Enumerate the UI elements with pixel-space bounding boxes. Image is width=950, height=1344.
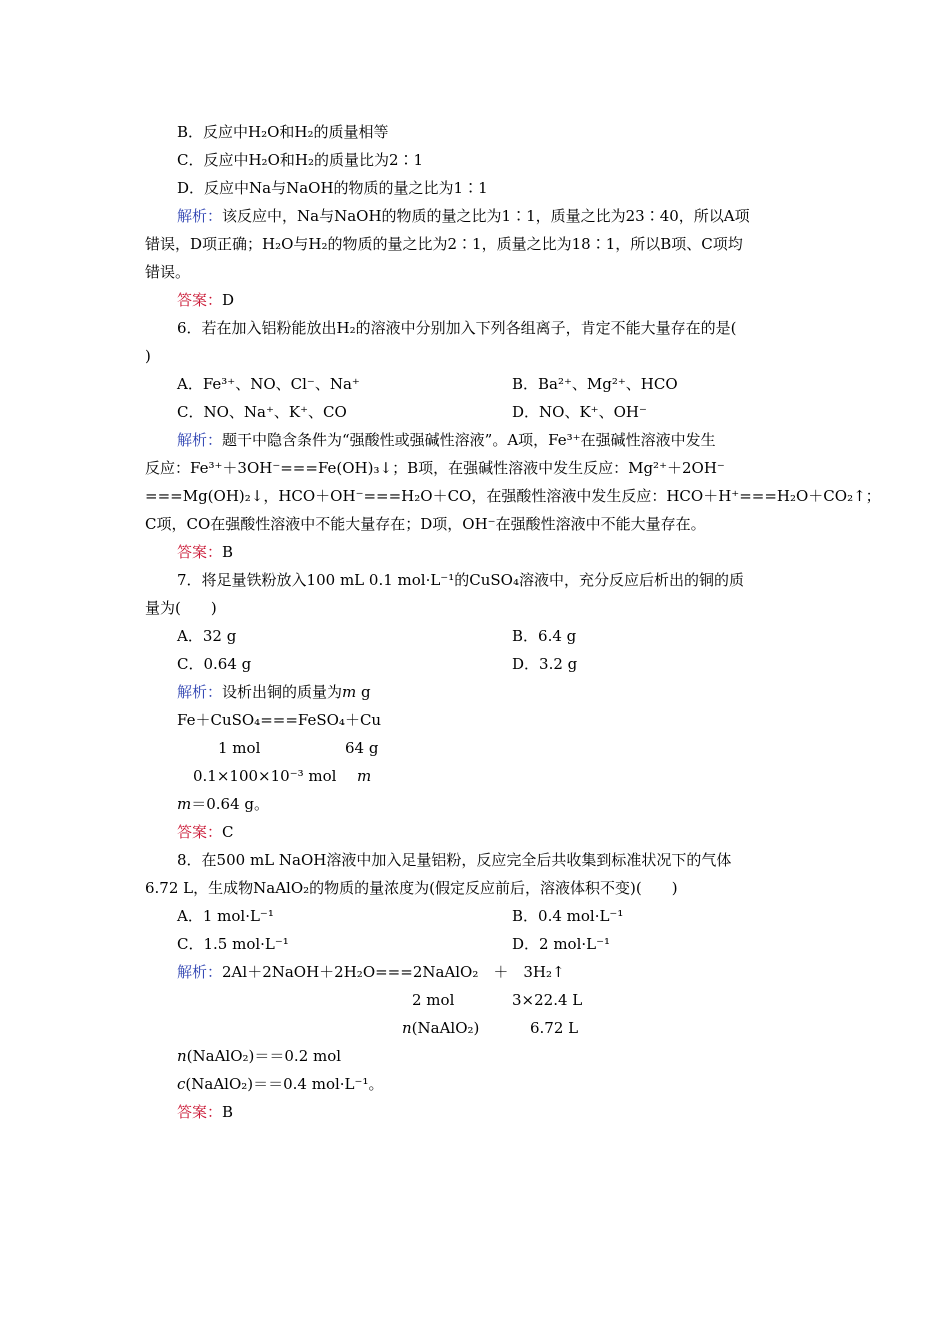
c-result-text: (NaAlO₂)＝＝0.4 mol·L⁻¹。: [185, 1075, 384, 1093]
q7-option-c: C．0.64 g: [177, 655, 252, 673]
answer-label: 答案：: [177, 543, 223, 561]
q7-option-a: A．32 g: [177, 627, 237, 645]
q5-option-c: C．反应中H₂O和H₂的质量比为2∶1: [177, 151, 424, 169]
q8-row1-right: 3×22.4 L: [512, 991, 583, 1009]
analysis-label: 解析：: [177, 683, 223, 701]
answer-value: B: [222, 1103, 234, 1121]
q7-row1-left: 1 mol: [218, 739, 261, 757]
q8-option-c: C．1.5 mol·L⁻¹: [177, 935, 289, 953]
variable-m: m: [342, 683, 357, 701]
q6-option-d: D．NO、K⁺、OH⁻: [512, 403, 647, 421]
q7-row2-right: m: [357, 767, 372, 785]
q5-analysis-line-1: [177, 206, 750, 226]
q8-stem-line-1: 8．在500 mL NaOH溶液中加入足量铝粉，反应完全后共收集到标准状况下的气体: [177, 851, 732, 869]
q7-option-b: B．6.4 g: [512, 627, 577, 645]
analysis-text: 题干中隐含条件为“强酸性或强碱性溶液”。A项，Fe³⁺在强碱性溶液中发生: [222, 431, 716, 449]
answer-value: C: [222, 823, 234, 841]
q8-stem-line-2: 6.72 L，生成物NaAlO₂的物质的量浓度为(假定反应前后，溶液体积不变)( ): [145, 879, 678, 897]
q8-answer: [177, 1102, 233, 1122]
q8-row2-left: [402, 1018, 479, 1038]
q6-analysis-line-4: C项，CO在强酸性溶液中不能大量存在；D项，OH⁻在强酸性溶液中不能大量存在。: [145, 515, 706, 533]
q5-analysis-line-3: 错误。: [145, 263, 191, 281]
q5-analysis-line-2: 错误，D项正确；H₂O与H₂的物质的量之比为2∶1，质量之比为18∶1，所以B项、C项均: [145, 235, 743, 253]
q5-option-d: D．反应中Na与NaOH的物质的量之比为1∶1: [177, 179, 488, 197]
q7-stem-line-2: 量为( ): [145, 599, 217, 617]
analysis-text: 该反应中，Na与NaOH的物质的量之比为1∶1，质量之比为23∶40，所以A项: [222, 207, 750, 225]
variable-n: n: [402, 1019, 412, 1037]
q8-n-result: [177, 1046, 341, 1066]
q8-analysis-line-1: [177, 962, 565, 982]
q8-option-d: D．2 mol·L⁻¹: [512, 935, 611, 953]
q6-stem-line-2: ): [145, 347, 151, 365]
analysis-label: 解析：: [177, 207, 223, 225]
answer-value: D: [222, 291, 235, 309]
analysis-label: 解析：: [177, 963, 223, 981]
variable-c: c: [177, 1075, 186, 1093]
q7-row2-left: 0.1×100×10⁻³ mol: [193, 767, 337, 785]
analysis-text: 设析出铜的质量为: [222, 683, 343, 701]
q6-analysis-line-2: 反应：Fe³⁺＋3OH⁻===Fe(OH)₃↓；B项，在强碱性溶液中发生反应：Mg²⁺＋2OH⁻: [145, 459, 725, 477]
q6-option-b: B．Ba²⁺、Mg²⁺、HCO: [512, 375, 678, 393]
result-text: ＝0.64 g。: [191, 795, 270, 813]
variable-m: m: [177, 795, 192, 813]
q5-answer: [177, 290, 234, 310]
q5-option-b: B．反应中H₂O和H₂的质量相等: [177, 123, 389, 141]
equation: 2Al＋2NaOH＋2H₂O===2NaAlO₂ ＋ 3H₂↑: [222, 963, 565, 981]
q6-stem-line-1: 6．若在加入铝粉能放出H₂的溶液中分别加入下列各组离子，肯定不能大量存在的是(: [177, 319, 737, 337]
answer-label: 答案：: [177, 1103, 223, 1121]
q7-result: [177, 794, 269, 814]
q7-stem-line-1: 7．将足量铁粉放入100 mL 0.1 mol·L⁻¹的CuSO₄溶液中，充分反应后析出的铜的质: [177, 571, 744, 589]
q8-row1-left: 2 mol: [412, 991, 455, 1009]
q6-analysis-line-3: ===Mg(OH)₂↓，HCO＋OH⁻===H₂O＋CO，在强酸性溶液中发生反应：HCO＋H⁺===H₂O＋CO₂↑；: [145, 487, 881, 505]
n-result-text: (NaAlO₂)＝＝0.2 mol: [186, 1047, 342, 1065]
q7-row1-right: 64 g: [345, 739, 379, 757]
unit-g: g: [356, 683, 371, 701]
q7-analysis-line-1: [177, 682, 371, 702]
q7-answer: [177, 822, 234, 842]
analysis-label: 解析：: [177, 431, 223, 449]
q8-option-a: A．1 mol·L⁻¹: [177, 907, 274, 925]
q8-row2-right: 6.72 L: [530, 1019, 579, 1037]
q7-option-d: D．3.2 g: [512, 655, 578, 673]
answer-label: 答案：: [177, 291, 223, 309]
answer-value: B: [222, 543, 234, 561]
q6-option-c: C．NO、Na⁺、K⁺、CO: [177, 403, 347, 421]
q6-analysis-line-1: [177, 430, 716, 450]
variable-n: n: [177, 1047, 187, 1065]
q6-answer: [177, 542, 233, 562]
q7-equation: Fe＋CuSO₄===FeSO₄＋Cu: [177, 711, 382, 729]
row2-left-text: (NaAlO₂): [411, 1019, 480, 1037]
answer-label: 答案：: [177, 823, 223, 841]
q8-option-b: B．0.4 mol·L⁻¹: [512, 907, 624, 925]
q8-c-result: [177, 1074, 383, 1094]
q6-option-a: A．Fe³⁺、NO、Cl⁻、Na⁺: [177, 375, 360, 393]
